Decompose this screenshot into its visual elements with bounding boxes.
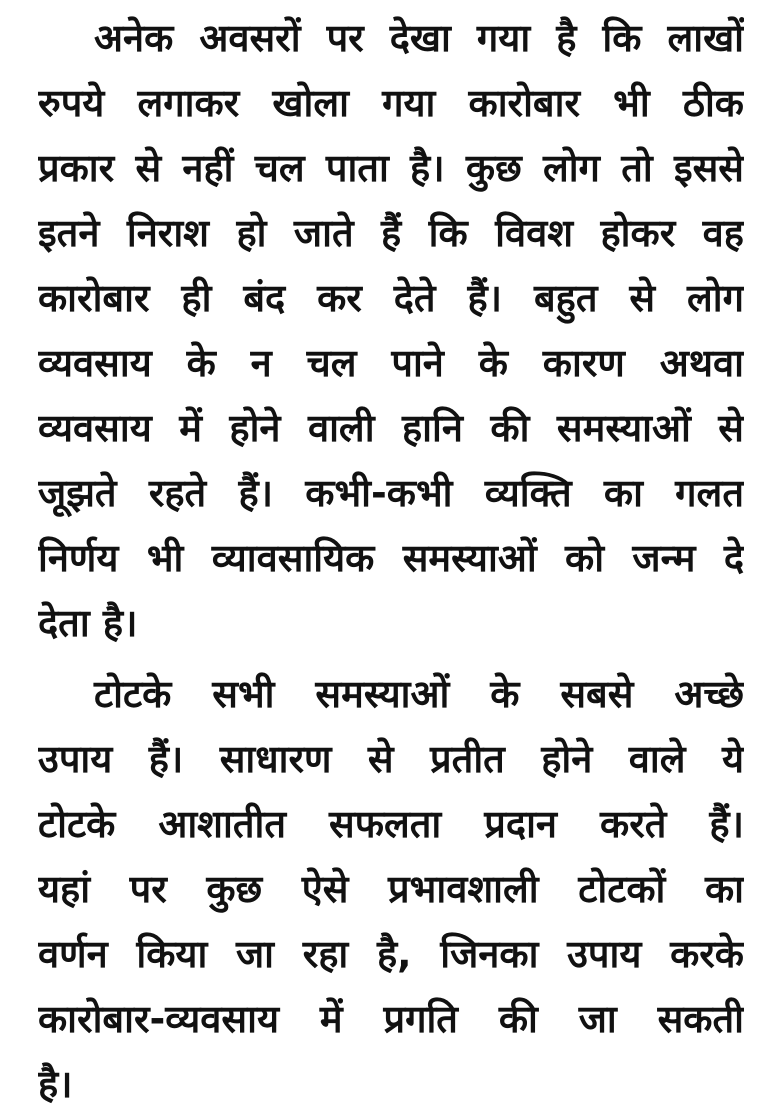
text-line: रुपये लगाकर खोला गया कारोबार भी ठीक xyxy=(38,81,744,125)
text-line: उपाय हैं। साधारण से प्रतीत होने वाले ये xyxy=(38,737,744,781)
text-line: देता है। xyxy=(38,601,138,645)
text-line: वर्णन किया जा रहा है, जिनका उपाय करके xyxy=(38,932,744,976)
text-line: अनेक अवसरों पर देखा गया है कि लाखों xyxy=(94,16,744,60)
text-line: निर्णय भी व्यावसायिक समस्याओं को जन्म दे xyxy=(38,536,744,580)
text-line: जूझते रहते हैं। कभी-कभी व्यक्ति का गलत xyxy=(38,471,744,515)
text-line: है। xyxy=(38,1062,73,1106)
text-line: टोटके सभी समस्याओं के सबसे अच्छे xyxy=(94,672,744,716)
text-line: कारोबार ही बंद कर देते हैं। बहुत से लोग xyxy=(38,276,744,320)
text-line: प्रकार से नहीं चल पाता है। कुछ लोग तो इससे xyxy=(38,146,744,190)
text-line: व्यवसाय के न चल पाने के कारण अथवा xyxy=(38,341,744,385)
text-line: इतने निराश हो जाते हैं कि विवश होकर वह xyxy=(38,211,744,255)
text-line: कारोबार-व्यवसाय में प्रगति की जा सकती xyxy=(38,997,744,1041)
paragraph-2 xyxy=(38,662,744,1117)
text-line: टोटके आशातीत सफलता प्रदान करते हैं। xyxy=(38,802,744,846)
paragraph-1 xyxy=(38,6,744,656)
text-line: यहां पर कुछ ऐसे प्रभावशाली टोटकों का xyxy=(38,867,744,911)
text-line: व्यवसाय में होने वाली हानि की समस्याओं से xyxy=(38,406,744,450)
